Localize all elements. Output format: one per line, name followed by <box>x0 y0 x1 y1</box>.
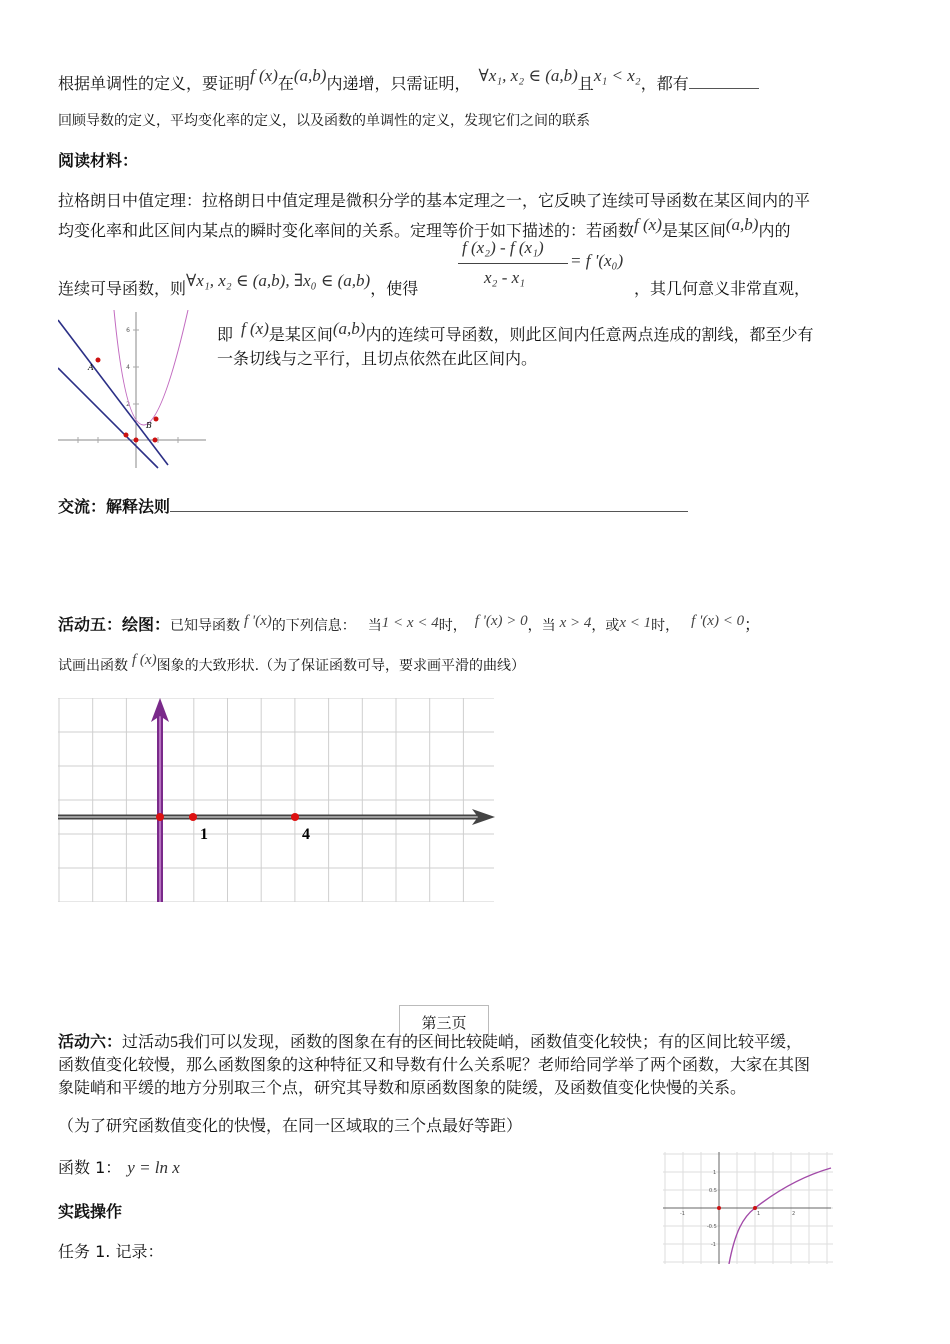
mvt-line-3 <box>58 271 419 299</box>
mvt-line-4 <box>217 319 814 345</box>
point <box>134 438 139 443</box>
text-segment: 时， <box>438 618 467 634</box>
activity5-title: 活动五：绘图： <box>58 615 171 634</box>
math-ineq: x₁ < x₂ <box>593 66 641 85</box>
sketch-grid <box>58 698 498 902</box>
activity6-line-1 <box>58 1029 802 1052</box>
point <box>753 1206 757 1210</box>
tick-label: 0.5 <box>709 1188 717 1194</box>
activity5-line-1 <box>58 612 760 635</box>
point-a <box>96 358 101 363</box>
text-segment: ，都有 <box>640 74 689 93</box>
tick-label: -1 <box>680 1211 685 1217</box>
secant-line <box>58 320 168 465</box>
math-interval: (a,b) <box>332 319 366 338</box>
task1-label: 任务 1. 记录： <box>58 1242 164 1261</box>
math-negative: f '(x) < 0 <box>691 613 745 629</box>
text-segment: 且 <box>577 74 594 93</box>
text-segment: 是某区间 <box>268 325 333 344</box>
text-segment: 内的 <box>758 221 791 240</box>
fraction-denominator: x₂ - x₁ <box>484 268 526 287</box>
mvt-line-5: 一条切线与之平行，且切点依然在此区间内。 <box>217 349 538 368</box>
mvt-line-2 <box>58 215 791 241</box>
mvt-line-3-end: ，其几何意义非常直观， <box>634 279 811 298</box>
math-exists: ∀x₁, x₂ ∈ (a,b), ∃x₀ ∈ (a,b) <box>186 271 371 290</box>
math-condition: 1 < x < 4 <box>381 615 439 631</box>
exchange-line <box>58 494 688 517</box>
grid-lines <box>58 698 494 902</box>
text-segment: ，当 <box>527 618 556 634</box>
text-segment: 是某区间 <box>661 221 726 240</box>
tick-label: 1 <box>757 1211 761 1217</box>
answer-blank <box>170 511 688 512</box>
point <box>717 1206 721 1210</box>
activity5-line-2 <box>58 652 526 675</box>
math-fx: f (x) <box>241 319 269 338</box>
exchange-label: 交流：解释法则 <box>58 497 171 516</box>
text-segment: 均变化率和此区间内某点的瞬时变化率间的关系。定理等价于如下描述的：若函数 <box>58 221 635 240</box>
activity6-line-3: 象陡峭和平缓的地方分别取三个点，研究其导数和原函数图象的陡缓，及函数值变化快慢的关系。 <box>58 1078 747 1097</box>
fraction-rhs: = f '(x₀) <box>570 251 624 270</box>
math-positive: f '(x) > 0 <box>474 613 528 629</box>
tick-label: 2 <box>792 1211 796 1217</box>
text-segment: 时， <box>651 618 680 634</box>
activity-number: 5 <box>170 1034 179 1051</box>
text-segment: 我们可以发现，函数的图象在有的区间比较陡峭，函数值变化较快；有的区间比较平缓， <box>178 1032 803 1051</box>
text-segment: 在 <box>277 74 294 93</box>
label-a: A <box>88 363 94 372</box>
tangent-line <box>58 368 158 468</box>
tick-label: -0.5 <box>707 1224 717 1230</box>
tick-label: 6 <box>126 327 130 334</box>
ln-graph <box>663 1152 833 1264</box>
point-1 <box>189 813 197 821</box>
activity6-note: （为了研究函数值变化的快慢，在同一区域取的三个点最好等距） <box>58 1116 523 1135</box>
math-fx: f (x) <box>132 652 157 668</box>
text-segment: ，或 <box>591 618 620 634</box>
tick-label: -1 <box>711 1242 716 1248</box>
text-segment: 当 <box>367 618 382 634</box>
text-segment: 的下列信息： <box>271 618 356 634</box>
secant-tangent-figure <box>58 310 208 470</box>
text-segment: 试画出函数 <box>58 658 128 674</box>
review-line: 回顾导数的定义，平均变化率的定义，以及函数的单调性的定义，发现它们之间的联系 <box>58 113 590 129</box>
tick-label: 2 <box>126 401 130 408</box>
tick-label: 1 <box>713 1170 717 1176</box>
math-interval: (a,b) <box>293 66 327 85</box>
function1-expression: y = ln x <box>127 1158 180 1177</box>
ln-curve <box>729 1168 831 1264</box>
practice-title: 实践操作 <box>58 1202 123 1221</box>
text-segment: ，使得 <box>370 279 419 298</box>
text-segment: ； <box>744 615 761 634</box>
text-segment: 过活动 <box>122 1032 171 1051</box>
mvt-line-1: 拉格朗日中值定理：拉格朗日中值定理是微积分学的基本定理之一，它反映了连续可导函数在某区间内的平 <box>58 191 811 210</box>
math-fx: f (x) <box>634 215 662 234</box>
origin-point <box>156 813 164 821</box>
mvt-fraction <box>458 238 638 294</box>
activity6-title: 活动六： <box>58 1032 123 1051</box>
math-condition: x < 1 <box>619 615 652 631</box>
function1-line <box>58 1155 180 1178</box>
math-condition: x > 4 <box>559 615 592 631</box>
label-1: 1 <box>200 826 208 843</box>
point <box>124 433 129 438</box>
point <box>153 438 158 443</box>
math-fpx: f '(x) <box>244 613 272 629</box>
tick-label: 4 <box>126 364 130 371</box>
fraction-bar <box>458 263 568 264</box>
text-segment: 根据单调性的定义，要证明 <box>58 74 251 93</box>
answer-blank <box>689 88 759 89</box>
page-footer: 第三页 <box>399 1005 489 1041</box>
text-segment: 图象的大致形状.（为了保证函数可导，要求画平滑的曲线） <box>156 658 526 674</box>
text-segment: 内递增，只需证明， <box>326 74 471 93</box>
label-b: B <box>146 421 152 430</box>
monotonic-proof-line <box>58 66 759 94</box>
text-segment: 即 <box>217 325 234 344</box>
point-b <box>154 417 159 422</box>
text-segment: 连续可导函数，则 <box>58 279 187 298</box>
text-segment: 已知导函数 <box>170 618 241 634</box>
math-forall: ∀x₁, x₂ ∈ (a,b) <box>478 66 578 85</box>
fraction-numerator: f (x₂) - f (x₁) <box>462 238 544 257</box>
activity6-line-2: 函数值变化较慢，那么函数图象的这种特征又和导数有什么关系呢？老师给同学举了两个函数，大家在其图 <box>58 1055 811 1074</box>
math-interval: (a,b) <box>725 215 759 234</box>
point-4 <box>291 813 299 821</box>
text-segment: 内的连续可导函数，则此区间内任意两点连成的割线，都至少有 <box>365 325 814 344</box>
reading-title: 阅读材料： <box>58 151 139 170</box>
math-fx: f (x) <box>250 66 278 85</box>
label-4: 4 <box>302 826 310 843</box>
function1-label: 函数 1： <box>58 1158 122 1177</box>
